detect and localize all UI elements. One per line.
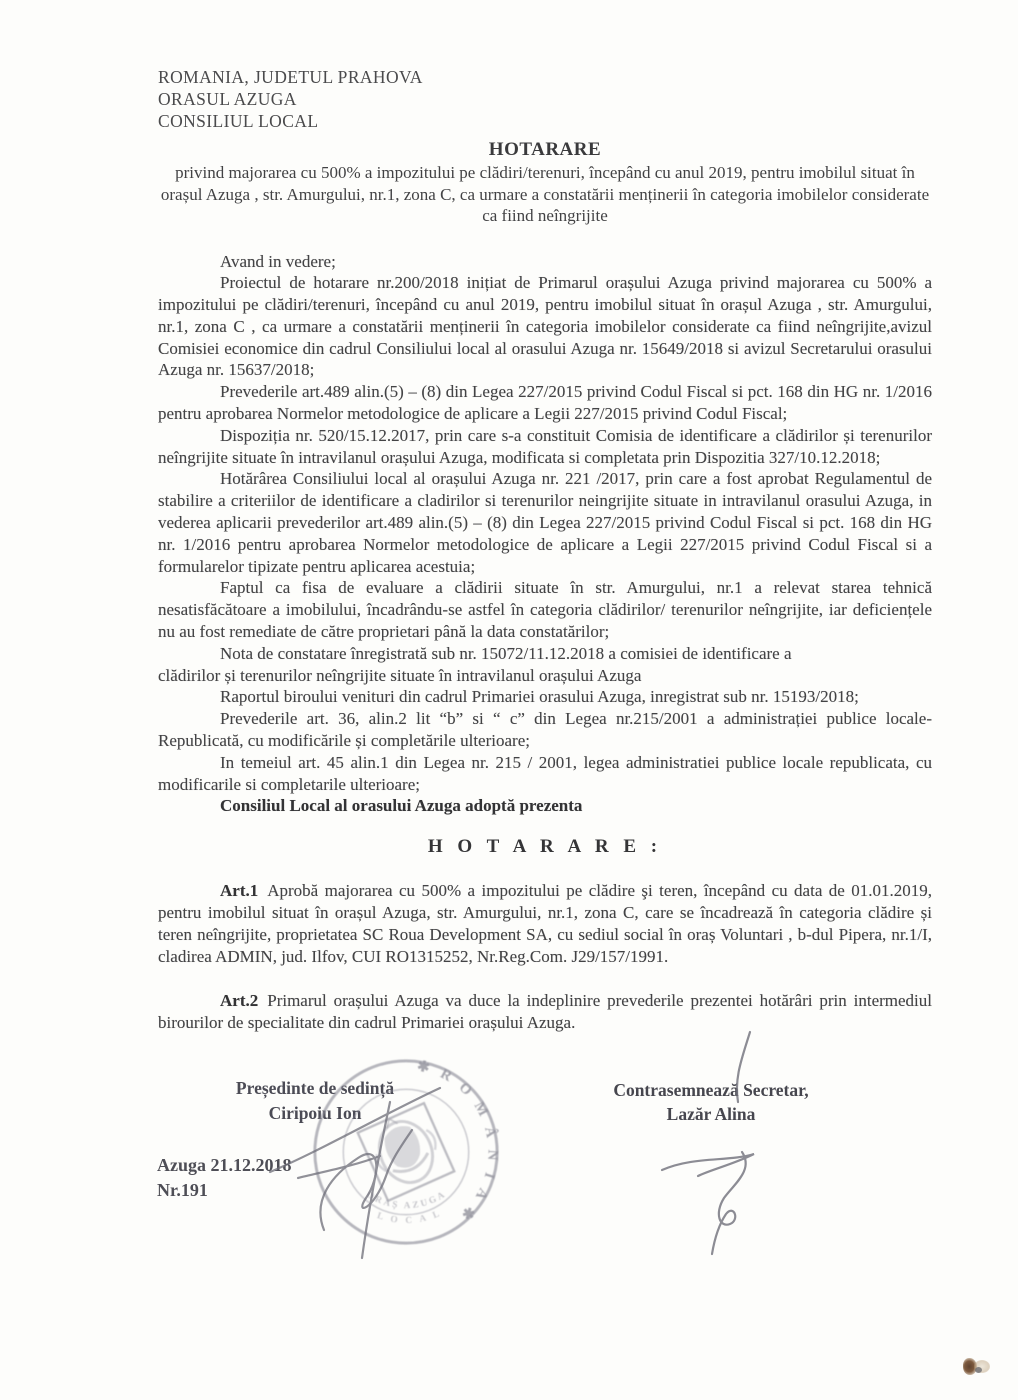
recital-art36: Prevederile art. 36, alin.2 lit “b” si “ c” din Legea nr.215/2001 a administrației publice locale- Republicată, cu modificările și completările ulterioare;	[158, 709, 932, 751]
ink-smudge	[961, 1354, 995, 1380]
recital-raportul: Raportul biroului venituri din cadrul Primariei orasului Azuga, inregistrat sub nr. 15193/2018;	[220, 687, 859, 707]
decision-number: Nr.191	[157, 1180, 208, 1200]
article-1-label: Art.1	[220, 881, 259, 901]
letterhead-city: ORASUL AZUGA	[158, 89, 297, 109]
article-2-text: Primarul orașului Azuga va duce la indeplinire prevederile prezentei hotărâri prin intermediul birourilor de specialitate din cadrul Primariei orașului Azuga.	[158, 991, 932, 1033]
recital-art489: Prevederile art.489 alin.(5) – (8) din Legea 227/2015 privind Codul Fiscal si pct. 168 din HG nr. 1/2016 pentru aprobarea Normelor metodologice de aplicare a Legii 227/2015 privind Codul Fiscal;	[158, 382, 932, 424]
secretary-role: Contrasemnează Secretar,	[613, 1080, 809, 1100]
recital-faptul: Faptul ca fisa de evaluare a clădirii situate în str. Amurgului, nr.1 a relevat starea tehnică nesatisfăcătoare a imobilului, încadrându-se astfel în categoria clădirilor/ terenurilor neîngrijite, iar deficiențele nu au fost remediate de către proprietari până la data constatărilor;	[158, 578, 932, 642]
stamp-local-text: L O C A L	[375, 1208, 444, 1227]
recital-hotararea221: Hotărârea Consiliului local al orașului Azuga nr. 221 /2017, prin care a fost aprobat Regulamentul de stabilire a criteriilor de identificare a cladirilor si terenurilor neingrijite situate in intravilanul orasului Azuga, in vederea aplicarii prevederilor art.489 alin.(5) – (8) din Legea 227/2015 privind Codul Fiscal si pct. 168 din HG nr. 1/2016 pentru aprobarea Normelor metodologice de aplicare a Legii 227/2015 privind Codul Fiscal si a formularelor tipizate pentru aplicarea acestuia;	[158, 469, 932, 576]
article-1	[158, 880, 932, 967]
article-2-label: Art.2	[220, 991, 259, 1011]
stamp-city-text: ORAȘ AZUGA	[364, 1189, 449, 1212]
document-content	[158, 66, 932, 1034]
preamble	[158, 251, 932, 818]
recital-project: Proiectul de hotarare nr.200/2018 inițiat de Primarul orașului Azuga privind majorarea cu 500% a impozitului pe clădiri/terenuri, începând cu anul 2019, pentru imobilul situat în orașul Azuga , str. Amurgului, nr.1, zona C , ca urmare a constatării menținerii în categoria imobilelor considerate ca fiind neîngrijite,avizul Comisiei economice din cadrul Consiliului local al orasului Azuga nr. 15649/2018 si avizul Secretarului orasului Azuga nr. 15637/2018;	[158, 273, 932, 380]
recital-dispozitia: Dispoziția nr. 520/15.12.2017, prin care s-a constituit Comisia de identificare a clădirilor și terenurilor neîngrijite situate în intravilanul orașului Azuga, modificata si completata prin Dispozitia 327/10.12.2018;	[158, 425, 932, 467]
secretary-name: Lazăr Alina	[666, 1104, 756, 1124]
president-role: Președinte de sedință	[235, 1078, 395, 1098]
article-1-text: Aprobă majorarea cu 500% a impozitului pe clădire şi teren, începând cu data de 01.01.2019, pentru imobilul situat în orașul Azuga, str. Amurgului, nr.1, zona C, care se încadrează în categoria clădire și teren neîngrijite, proprietatea SC Roua Development SA, cu sediul social în oraș Voluntari , b-dul Pipera, nr.1/I, cladirea ADMIN, jud. Ilfov, CUI RO1315252, Nr.Reg.Com. J29/157/1991.	[158, 881, 932, 966]
president-name: Ciripoiu Ion	[268, 1103, 362, 1123]
place-date: Azuga 21.12.2018	[157, 1155, 292, 1175]
secretary-signature	[650, 1028, 810, 1258]
recital-nota-line1: Nota de constatare înregistrată sub nr. 15072/11.12.2018 a comisiei de identificare a	[220, 643, 792, 663]
decision-title: H O T A R A R E :	[427, 836, 663, 858]
letterhead-council: CONSILIUL LOCAL	[158, 111, 319, 131]
article-2	[158, 990, 932, 1034]
stamp-country-text: ✱ R O M Â N I A ✱	[415, 1058, 501, 1226]
document-title: HOTARARE	[488, 139, 602, 160]
document-subtitle: privind majorarea cu 500% a impozitului pe clădiri/terenuri, începând cu anul 2019, pentru imobilul situat în orașul Azuga , str. Amurgului, nr.1, zona C, ca urmare a constatării menținerii în categoria imobilelor considerate ca fiind neîngrijite	[160, 163, 930, 225]
letterhead	[158, 66, 932, 132]
adoption-line: Consiliul Local al orasului Azuga adoptă prezenta	[220, 796, 583, 816]
preamble-intro: Avand in vedere;	[220, 251, 336, 271]
president-signature	[262, 1080, 512, 1270]
recital-nota-line2: clădirilor și terenurilor neîngrijite situate în intravilanul orașului Azuga	[158, 665, 642, 685]
recital-nota	[158, 643, 932, 687]
letterhead-country: ROMANIA, JUDETUL PRAHOVA	[158, 67, 423, 87]
recital-temeiul: In temeiul art. 45 alin.1 din Legea nr. 215 / 2001, legea administratiei publice locale republicata, cu modificarile si completarile ulterioare;	[158, 752, 932, 794]
